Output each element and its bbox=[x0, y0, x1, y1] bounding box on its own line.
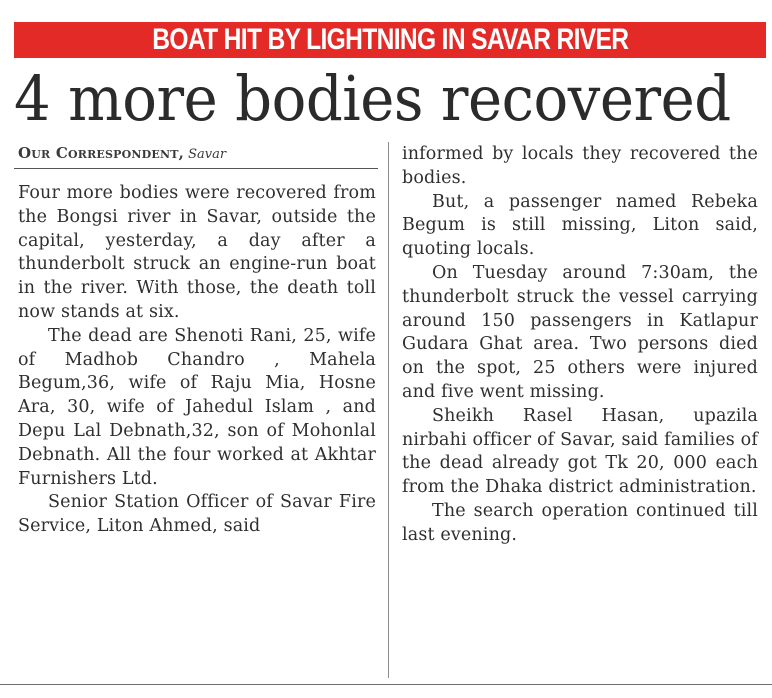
kicker-text: BOAT HIT BY LIGHTNING IN SAVAR RIVER bbox=[151, 23, 629, 56]
paragraph: On Tuesday around 7:30am, the thunderbolt struck the vessel carrying around 150 passengers in Katlapur Gudara Ghat area. Two persons died on the spot, 25 others were injured and five went missing. bbox=[402, 262, 758, 402]
paragraph: informed by locals they recovered the bodies. bbox=[402, 144, 758, 188]
article-column-2 bbox=[402, 143, 758, 548]
byline-name: Our Correspondent, bbox=[18, 144, 185, 162]
paragraph: The search operation continued till last evening. bbox=[402, 500, 758, 545]
column-divider bbox=[388, 142, 389, 678]
byline-location: Savar bbox=[188, 147, 227, 162]
headline-text: 4 more bodies recovered bbox=[14, 62, 731, 135]
kicker-banner bbox=[14, 22, 766, 58]
paragraph: The dead are Shenoti Rani, 25, wife of Madhob Chandro , Mahela Begum,36, wife of Raju Mia, Hosne Ara, 30, wife of Jahedul Islam , and Depu Lal Debnath,32, son of Mohonlal Debnath. All the four worked at Akhtar Furnishers Ltd. bbox=[18, 325, 376, 489]
byline-rule bbox=[14, 168, 378, 169]
bottom-rule bbox=[0, 684, 772, 685]
paragraph: Four more bodies were recovered from the Bongsi river in Savar, outside the capital, yesterday, a day after a thunderbolt struck an engine-run boat in the river. With those, the death toll now stands at six. bbox=[18, 183, 376, 322]
headline bbox=[14, 62, 766, 136]
paragraph: But, a passenger named Rebeka Begum is still missing, Liton said, quoting locals. bbox=[402, 191, 758, 260]
byline bbox=[18, 144, 226, 162]
paragraph: Senior Station Officer of Savar Fire Service, Liton Ahmed, said bbox=[18, 492, 376, 537]
article-column-1 bbox=[18, 182, 376, 539]
paragraph: Sheikh Rasel Hasan, upazila nirbahi officer of Savar, said families of the dead already got Tk 20, 000 each from the Dhaka district administration. bbox=[402, 405, 758, 498]
